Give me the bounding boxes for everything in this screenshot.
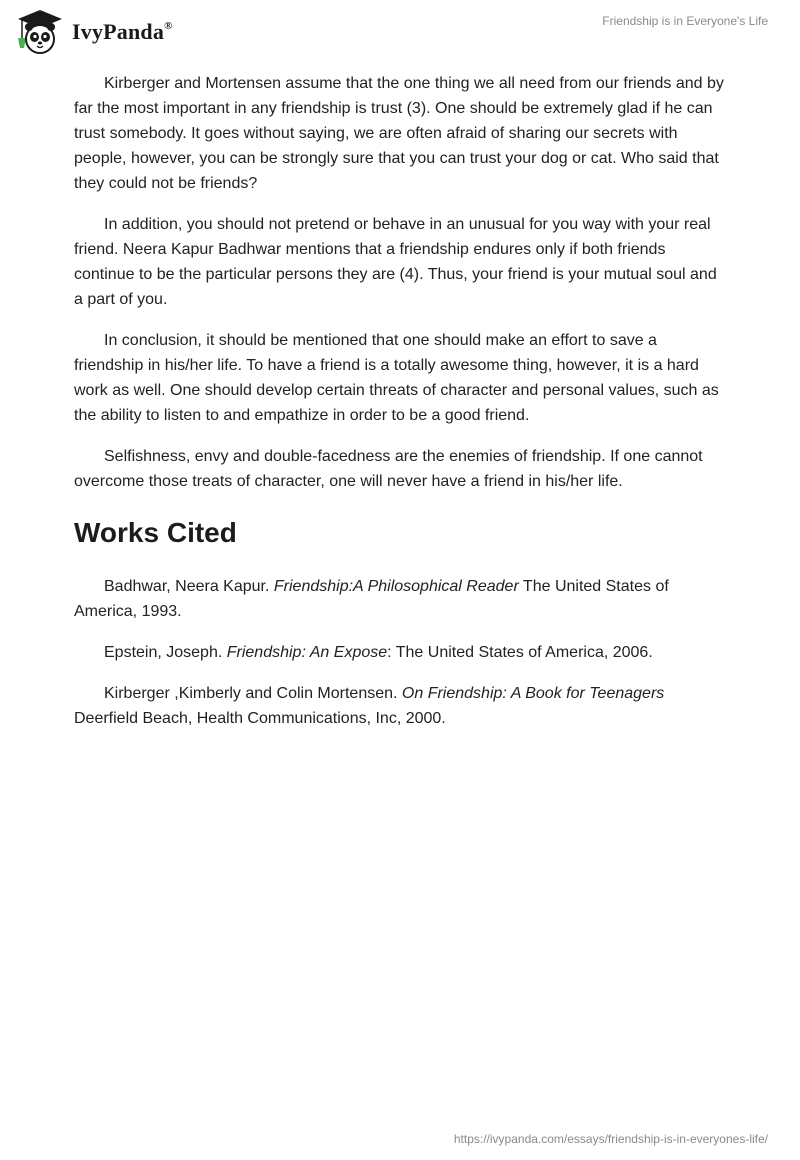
citation-epstein: Epstein, Joseph. Friendship: An Expose: The United States of America, 2006. [104, 644, 653, 661]
page-header [0, 0, 800, 60]
panda-graduation-cap-icon [14, 8, 66, 56]
paragraph-conclusion: In conclusion, it should be mentioned that one should make an effort to save a friendship in his/her life. To have a friend is a totally awesome thing, however, it is a hard work as well. One should develop certain threats of character and personal values, such as the ability to listen to and empathize in order to be a good friend. [74, 332, 719, 424]
citation-kirberger: Kirberger ,Kimberly and Colin Mortensen. On Friendship: A Book for Teenagers Deerfield Beach, Health Communications, Inc, 2000. [74, 685, 665, 727]
logo-wordmark: IvyPanda® [72, 19, 173, 44]
citation-badhwar: Badhwar, Neera Kapur. Friendship:A Philosophical Reader The United States of America, 1993. [74, 578, 669, 620]
works-cited-heading: Works Cited [74, 517, 237, 548]
ivypanda-logo[interactable] [14, 8, 173, 56]
citation-title: Friendship: An Expose [226, 644, 388, 661]
essay-content [74, 71, 726, 747]
paragraph-trust: Kirberger and Mortensen assume that the one thing we all need from our friends and by far the most important in any friendship is trust (3). One should be extremely glad if he can trust somebody. It goes without saying, we are often afraid of sharing our secrets with people, however, you can be strongly sure that you can trust your dog or cat. Who said that they could not be friends? [74, 75, 724, 192]
document-title: Friendship is in Everyone's Life [602, 14, 768, 28]
paragraph-real-friend: In addition, you should not pretend or behave in an unusual for you way with your real friend. Neera Kapur Badhwar mentions that a friendship endures only if both friends continue to be the particular persons they are (4). Thus, your friend is your mutual soul and a part of you. [74, 216, 717, 308]
citation-title: On Friendship: A Book for Teenagers [401, 685, 665, 702]
source-url[interactable]: https://ivypanda.com/essays/friendship-is-in-everyones-life/ [453, 1132, 768, 1146]
paragraph-enemies: Selfishness, envy and double-facedness are the enemies of friendship. If one cannot overcome those treats of character, one will never have a friend in his/her life. [74, 448, 703, 490]
citation-title: Friendship:A Philosophical Reader [273, 578, 519, 595]
